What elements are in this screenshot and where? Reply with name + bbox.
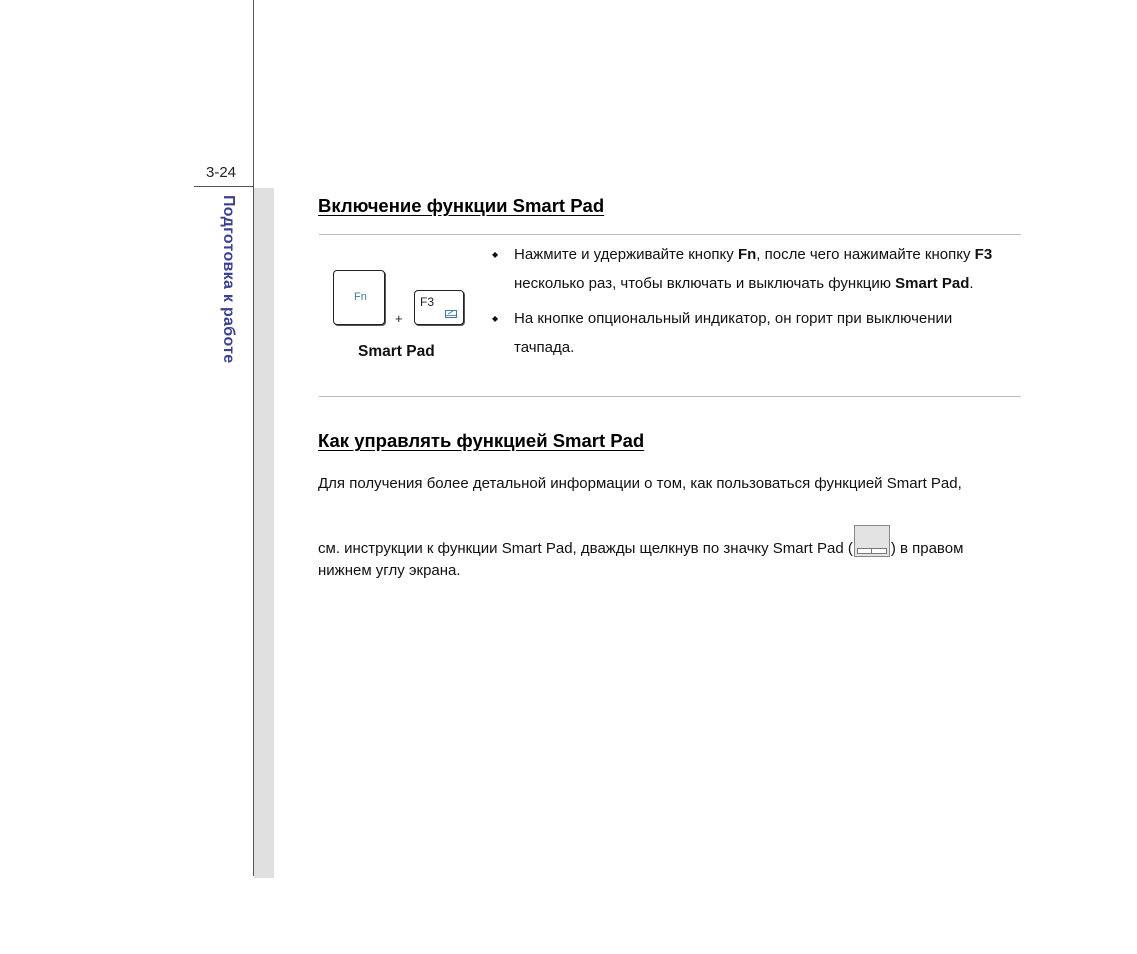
list-item [492,240,1012,298]
chapter-title: Подготовка к работе [220,195,237,364]
bullet1-text-2: , после чего нажимайте кнопку [756,246,975,263]
smart-pad-caption: Smart Pad [358,343,435,360]
bullet1-bold-fn: Fn [737,246,757,263]
table-top-rule [319,234,1021,235]
section-heading-manage-smart-pad: Как управлять функцией Smart Pad [318,430,645,451]
section-heading-enable-smart-pad: Включение функции Smart Pad [318,195,605,216]
bullet1-bold-smart-pad: Smart Pad [895,275,970,292]
bullet1-text-4: . [969,275,974,292]
touchpad-icon [445,310,457,318]
f3-key-label: F3 [420,295,435,309]
bullet1-text-3: несколько раз, чтобы включать и выключать функцию [514,275,896,292]
fn-key-label: Fn [354,291,367,303]
body-text-line-3: нижнем углу экрана. [318,562,461,579]
line2-before: см. инструкции к функции Smart Pad, дважды щелкнув по значку Smart Pad ( [318,540,853,557]
plus-sign: + [395,311,403,326]
body-text-line-2 [318,525,963,559]
smart-pad-tray-icon [854,525,890,557]
line2-after: ) в правом [890,540,964,557]
sidebar-band [254,188,274,878]
bullet1-bold-f3: F3 [974,246,993,263]
f3-key [414,290,464,325]
bullet1-text-1: Нажмите и удерживайте кнопку [514,246,738,263]
table-bottom-rule [319,396,1021,397]
instruction-list [492,240,1012,368]
body-text-line-1: Для получения более детальной информации о том, как пользоваться функцией Smart Pad, [318,475,962,492]
fn-key [333,270,385,325]
page-number-rule [194,186,254,187]
list-item: ◆ На кнопке опциональный индикатор, он горит при выключении тачпада. [492,304,1012,362]
page-number: 3-24 [206,164,237,181]
